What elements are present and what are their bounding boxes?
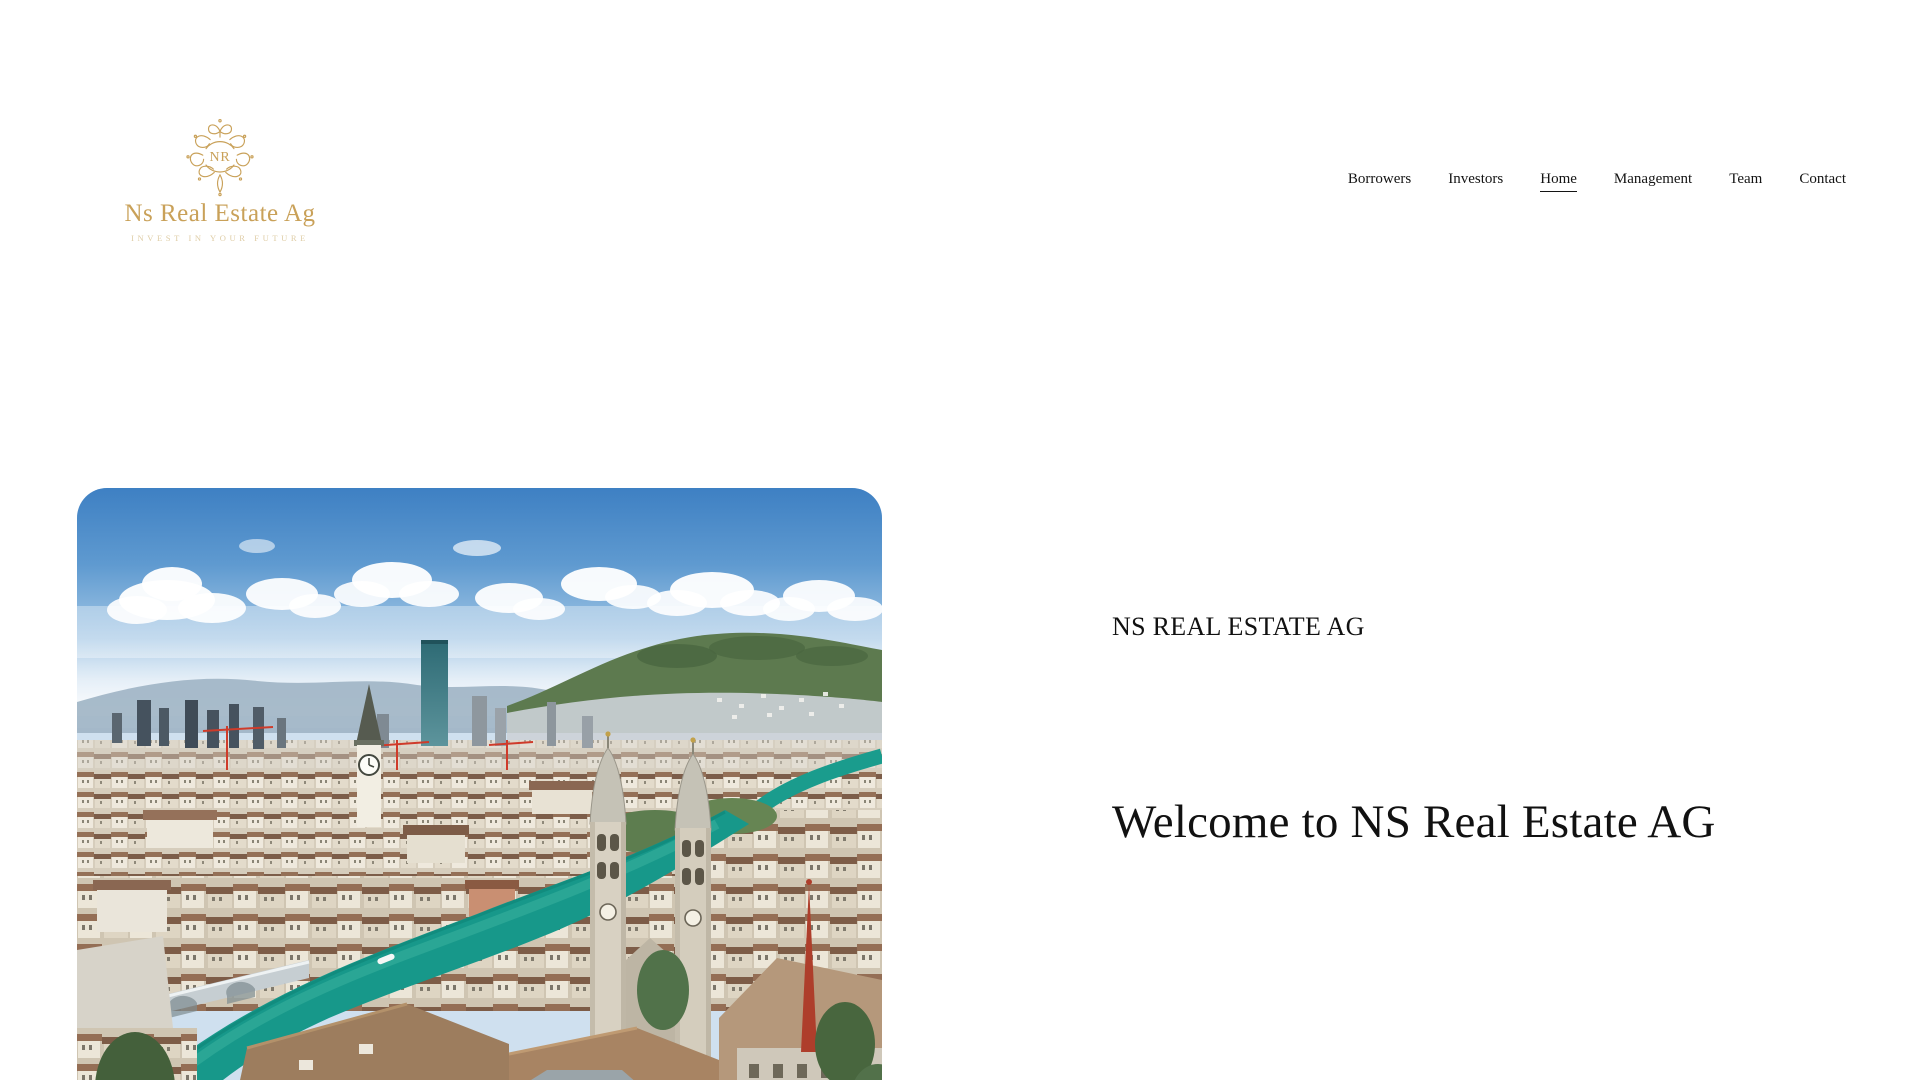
logo-monogram: NR	[209, 149, 231, 165]
hero-eyebrow: NS REAL ESTATE AG	[1112, 612, 1365, 641]
main-nav	[1348, 171, 1846, 192]
site-logo[interactable]	[118, 114, 322, 243]
nav-item-home[interactable]: Home	[1540, 171, 1577, 192]
nav-item-team[interactable]: Team	[1729, 171, 1763, 187]
nav-item-contact[interactable]: Contact	[1799, 171, 1846, 187]
hero-image-zurich-cityscape	[77, 488, 882, 1080]
nav-item-management[interactable]: Management	[1613, 171, 1693, 187]
logo-ornament-icon	[179, 114, 261, 198]
hero-heading: Welcome to NS Real Estate AG	[1112, 795, 1716, 848]
logo-name: Ns Real Estate Ag	[124, 200, 316, 227]
logo-tagline: INVEST IN YOUR FUTURE	[131, 232, 309, 243]
hero-text-block	[1112, 610, 1832, 850]
nav-item-investors[interactable]: Investors	[1448, 171, 1504, 187]
nav-item-borrowers[interactable]: Borrowers	[1347, 171, 1412, 187]
